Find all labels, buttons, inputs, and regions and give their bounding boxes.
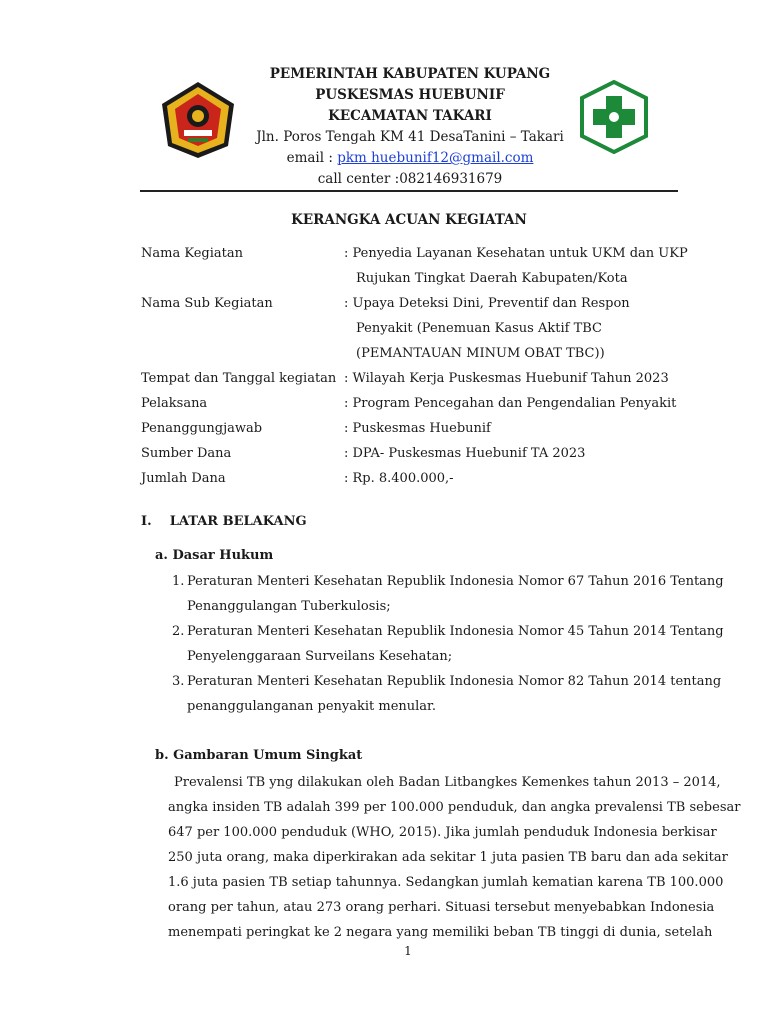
list-text-cont: Penanggulangan Tuberkulosis; <box>187 599 391 614</box>
puskesmas-logo-icon <box>578 80 650 154</box>
list-text: Peraturan Menteri Kesehatan Republik Indonesia Nomor 82 Tahun 2014 tentang <box>187 674 722 689</box>
info-row <box>141 294 681 319</box>
paragraph-line: angka insiden TB adalah 399 per 100.000 penduduk, dan angka prevalensi TB sebesar <box>168 800 741 815</box>
info-label: Tempat dan Tanggal kegiatan <box>141 371 337 386</box>
document-title: KERANGKA ACUAN KEGIATAN <box>291 212 527 228</box>
info-row <box>141 319 681 344</box>
info-row <box>141 394 681 419</box>
paragraph-line: orang per tahun, atau 273 orang perhari. Situasi tersebut menyebabkan Indonesia <box>168 900 715 915</box>
header-government: PEMERINTAH KABUPATEN KUPANG <box>269 66 551 82</box>
info-label: Nama Kegiatan <box>141 246 243 261</box>
page-number: 1 <box>404 944 412 958</box>
info-row <box>141 469 681 494</box>
email-label: email : <box>286 150 338 166</box>
paragraph-line: menempati peringkat ke 2 negara yang memiliki beban TB tinggi di dunia, setelah <box>168 925 713 940</box>
header-address: Jln. Poros Tengah KM 41 DesaTanini – Takari <box>256 129 564 145</box>
info-row <box>141 269 681 294</box>
info-value: : Penyedia Layanan Kesehatan untuk UKM dan UKP <box>344 246 688 261</box>
list-text: Peraturan Menteri Kesehatan Republik Indonesia Nomor 67 Tahun 2016 Tentang <box>187 574 724 589</box>
info-value: Rujukan Tingkat Daerah Kabupaten/Kota <box>356 271 628 286</box>
body-paragraph <box>168 773 741 948</box>
activity-info <box>141 244 688 494</box>
email-link[interactable]: pkm huebunif12@gmail.com <box>337 150 534 166</box>
section-heading: I. LATAR BELAKANG <box>141 514 307 529</box>
header-call-center: call center :082146931679 <box>317 171 503 187</box>
list-number: 1. <box>172 574 185 589</box>
info-row <box>141 369 681 394</box>
info-value: : Program Pencegahan dan Pengendalian Penyakit <box>344 396 677 411</box>
info-value: : Puskesmas Huebunif <box>344 421 491 436</box>
info-label: Nama Sub Kegiatan <box>141 296 273 311</box>
header-puskesmas: PUSKESMAS HUEBUNIF <box>315 87 505 103</box>
header-divider <box>140 190 678 192</box>
info-row <box>141 344 681 369</box>
kabupaten-emblem-icon <box>158 80 238 160</box>
info-value: : Upaya Deteksi Dini, Preventif dan Respon <box>344 296 630 311</box>
info-value: Penyakit (Penemuan Kasus Aktif TBC <box>356 321 602 336</box>
list-text: Peraturan Menteri Kesehatan Republik Indonesia Nomor 45 Tahun 2014 Tentang <box>187 624 724 639</box>
info-row <box>141 244 688 269</box>
info-row <box>141 419 681 444</box>
paragraph-line: 647 per 100.000 penduduk (WHO, 2015). Jika jumlah penduduk Indonesia berkisar <box>168 825 717 840</box>
subsection-heading: b. Gambaran Umum Singkat <box>155 748 363 763</box>
header-email-line <box>240 148 580 169</box>
info-label: Jumlah Dana <box>141 471 226 486</box>
paragraph-line: 1.6 juta pasien TB setiap tahunnya. Sedangkan jumlah kematian karena TB 100.000 <box>168 875 724 890</box>
list-number: 3. <box>172 674 185 689</box>
subsection-heading: a. Dasar Hukum <box>155 548 274 563</box>
info-value: : DPA- Puskesmas Huebunif TA 2023 <box>344 446 586 461</box>
list-number: 2. <box>172 624 185 639</box>
list-text-cont: Penyelenggaraan Surveilans Kesehatan; <box>187 649 453 664</box>
info-value: : Rp. 8.400.000,- <box>344 471 454 486</box>
paragraph-line: 250 juta orang, maka diperkirakan ada sekitar 1 juta pasien TB baru dan ada sekitar <box>168 850 728 865</box>
info-label: Pelaksana <box>141 396 208 411</box>
info-row <box>141 444 681 469</box>
info-value: (PEMANTAUAN MINUM OBAT TBC)) <box>356 346 605 361</box>
info-value: : Wilayah Kerja Puskesmas Huebunif Tahun 2023 <box>344 371 669 386</box>
info-label: Sumber Dana <box>141 446 232 461</box>
letterhead <box>240 64 580 190</box>
list-text-cont: penanggulanganan penyakit menular. <box>187 699 436 714</box>
header-kecamatan: KECAMATAN TAKARI <box>328 108 492 124</box>
info-label: Penanggungjawab <box>141 421 263 436</box>
paragraph-line: Prevalensi TB yng dilakukan oleh Badan Litbangkes Kemenkes tahun 2013 – 2014, <box>174 775 721 790</box>
